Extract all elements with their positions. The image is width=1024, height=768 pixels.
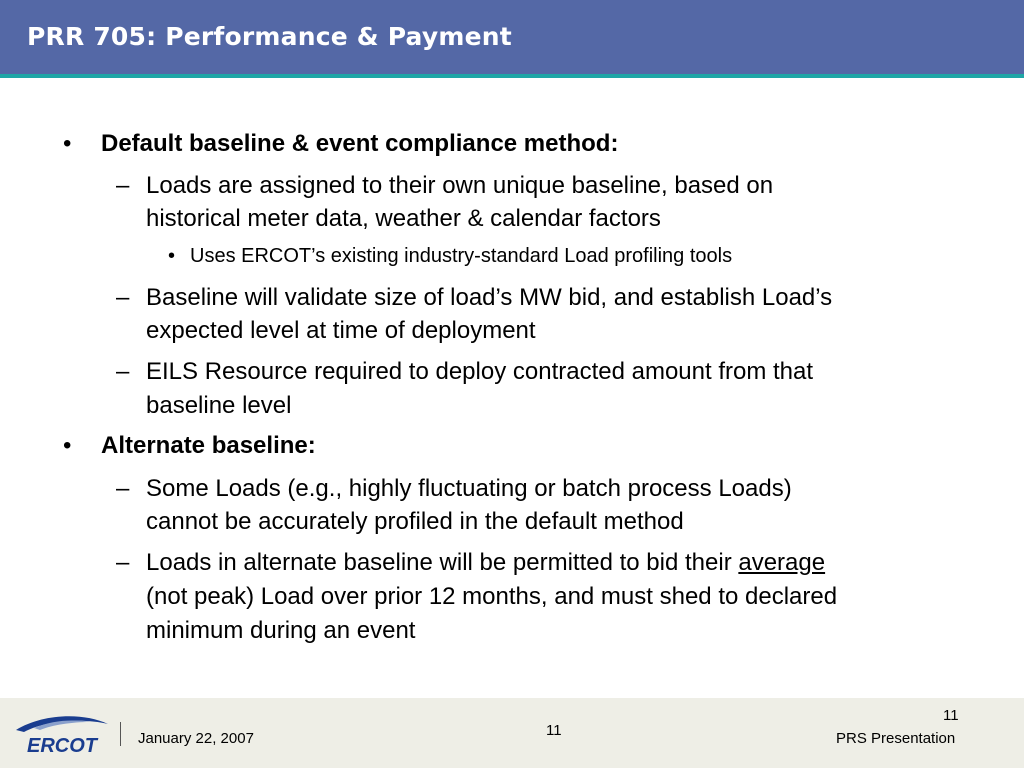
dash-marker: – — [116, 284, 130, 311]
bullet-text: cannot be accurately profiled in the default method — [146, 508, 684, 535]
dash-marker: – — [116, 549, 130, 576]
footer-date: January 22, 2007 — [138, 730, 254, 747]
bullet-text: Loads are assigned to their own unique baseline, based on — [146, 172, 774, 199]
bullet-text: (not peak) Load over prior 12 months, and must shed to declared — [146, 583, 838, 610]
bullet-text: Uses ERCOT’s existing industry-standard Load profiling tools — [190, 245, 733, 267]
bullet-marker: • — [63, 130, 72, 157]
bullet-text-part: Loads in alternate baseline will be permitted to bid their — [146, 549, 739, 576]
presentation-name: PRS Presentation — [836, 730, 956, 747]
bullet-text: baseline level — [146, 392, 292, 419]
dash-marker: – — [116, 475, 130, 502]
slide-title: PRR 705: Performance & Payment — [27, 22, 512, 51]
dash-marker: – — [116, 172, 130, 199]
title-divider — [0, 74, 1024, 78]
ercot-logo — [12, 708, 112, 756]
bullet-text: historical meter data, weather & calendar factors — [146, 205, 661, 232]
bullet-text — [146, 549, 825, 577]
title-bar — [0, 0, 1024, 74]
bullet-marker: • — [168, 245, 176, 267]
page-number-center: 11 — [546, 722, 562, 739]
bullet-marker: • — [63, 432, 72, 459]
emphasis-average: average — [738, 549, 826, 576]
dash-marker: – — [116, 358, 130, 385]
bullet-text: EILS Resource required to deploy contracted amount from that — [146, 358, 814, 385]
bullet-text: minimum during an event — [146, 617, 416, 644]
page-number-right: 11 — [943, 707, 959, 724]
logo-text: ERCOT — [27, 735, 97, 756]
bullet-heading-default-baseline: Default baseline & event compliance method: — [101, 130, 619, 157]
footer-separator — [120, 722, 121, 746]
bullet-text: Baseline will validate size of load’s MW bid, and establish Load’s — [146, 284, 833, 311]
bullet-text: Some Loads (e.g., highly fluctuating or batch process Loads) — [146, 475, 792, 502]
bullet-text: expected level at time of deployment — [146, 317, 536, 344]
bullet-heading-alternate-baseline: Alternate baseline: — [101, 432, 316, 459]
footer — [0, 698, 1024, 768]
